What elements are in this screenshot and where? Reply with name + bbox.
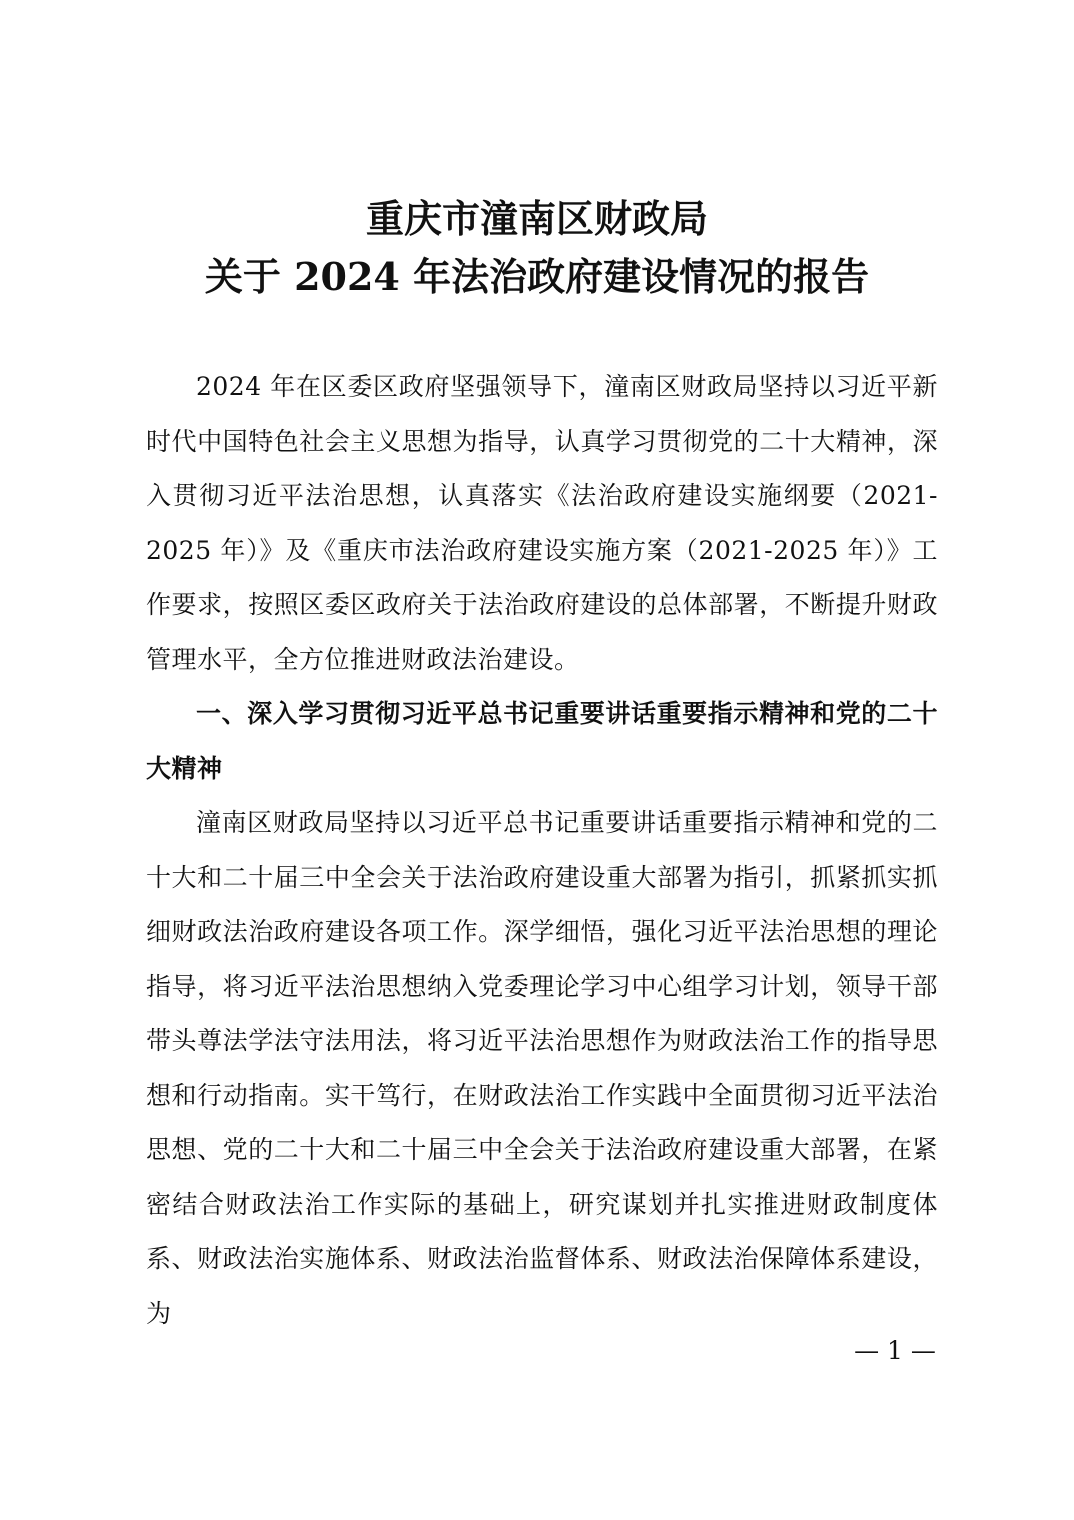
section-1-heading: 一、深入学习贯彻习近平总书记重要讲话重要指示精神和党的二十大精神 — [146, 699, 938, 783]
title-line-2: 关于 2024 年法治政府建设情况的报告 — [204, 254, 870, 299]
document-body — [146, 360, 938, 1341]
document-title — [0, 190, 1074, 306]
title-line-1: 重庆市潼南区财政局 — [365, 196, 708, 241]
section-1-paragraph: 潼南区财政局坚持以习近平总书记重要讲话重要指示精神和党的二十大和二十届三中全会关于法治政府建设重大部署为指引，抓紧抓实抓细财政法治政府建设各项工作。深学细悟，强化习近平法治思想的理论指导，将习近平法治思想纳入党委理论学习中心组学习计划，领导干部带头尊法学法守法用法，将习近平法治思想作为财政法治工作的指导思想和行动指南。实干笃行，在财政法治工作实践中全面贯彻习近平法治思想、党的二十大和二十届三中全会关于法治政府建设重大部署，在紧密结合财政法治工作实际的基础上，研究谋划并扎实推进财政制度体系、财政法治实施体系、财政法治监督体系、财政法治保障体系建设，为 — [146, 808, 938, 1328]
intro-paragraph: 2024 年在区委区政府坚强领导下，潼南区财政局坚持以习近平新时代中国特色社会主义思想为指导，认真学习贯彻党的二十大精神，深入贯彻习近平法治思想，认真落实《法治政府建设实施纲要（2021-2025 年）》及《重庆市法治政府建设实施方案（2021-2025 年）》工作要求，按照区委区政府关于法治政府建设的总体部署，不断提升财政管理水平，全方位推进财政法治建设。 — [146, 372, 938, 674]
page-number: — 1 — — [854, 1336, 936, 1365]
